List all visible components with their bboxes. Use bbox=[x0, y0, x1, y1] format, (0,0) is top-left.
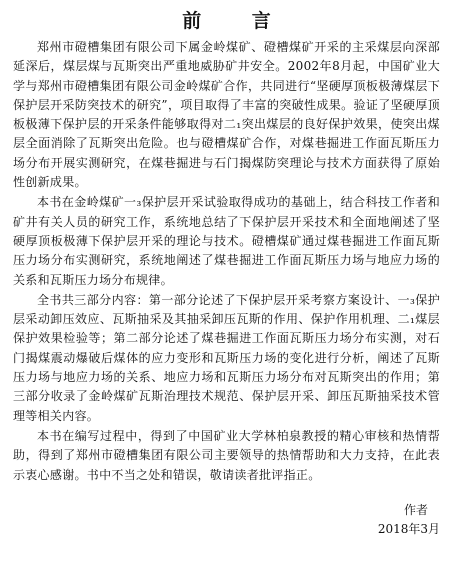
paragraph-3: 全书共三部分内容：第一部分论述了下保护层开采考察方案设计、一₃保护层采动卸压效应、瓦斯抽采及其抽采卸压瓦斯的作用、保护作用机理、二₁煤层保护效果检验等；第二部分论述了煤巷掘进工作面瓦斯压力场分布实测，对石门揭煤震动爆破后煤体的应力变形和瓦斯压力场的变化进行分析，阐述了瓦斯压力场与地应力场的关系、地应力场和瓦斯压力场分布对瓦斯突出的作用；第三部分收录了金岭煤矿瓦斯治理技术规范、保护层开采、卸压瓦斯抽采技术管理等相关内容。 bbox=[13, 292, 440, 423]
paragraph-4: 本书在编写过程中，得到了中国矿业大学林柏泉教授的精心审核和热情帮助，得到了郑州市磴槽集团有限公司主要领导的热情帮助和大力支持，在此表示衷心感谢。书中不当之处和错误，敬请读者批评指正。 bbox=[13, 428, 440, 482]
paragraph-2: 本书在金岭煤矿一₃保护层开采试验取得成功的基础上，结合科技工作者和矿井有关人员的研究工作，系统地总结了下保护层开采技术和全面地阐述了坚硬厚顶板极薄下保护层开采的理论与技术。磴槽煤矿通过煤巷掘进工作面瓦斯压力场分布实测研究，系统地阐述了煤巷掘进工作面瓦斯压力场与地应力场的关系和瓦斯压力场分布规律。 bbox=[13, 195, 440, 287]
page-title: 前 言 bbox=[182, 10, 293, 32]
author-signature: 作者 bbox=[403, 502, 428, 517]
signature-date: 2018年3月 bbox=[377, 521, 440, 536]
paragraph-1: 郑州市磴槽集团有限公司下属金岭煤矿、磴槽煤矿开采的主采煤层向深部延深后，煤层煤与瓦斯突出严重地威胁矿井安全。2002年8月起，中国矿业大学与郑州市磴槽集团有限公司金岭煤矿合作，共同进行“坚硬厚顶板极薄煤层下保护层开采防突技术的研究”，项目取得了丰富的突破性成果。验证了坚硬厚顶板极薄下保护层的开采条件能够取得对二₁突出煤层的良好保护效果，使突出煤层全面消除了瓦斯突出危险。也与磴槽煤矿合作，对煤巷掘进工作面瓦斯压力场分布开展实测研究，在煤巷掘进与石门揭煤防突理论与技术方面获得了原始性创新成果。 bbox=[13, 40, 440, 190]
preface-body bbox=[13, 38, 440, 485]
